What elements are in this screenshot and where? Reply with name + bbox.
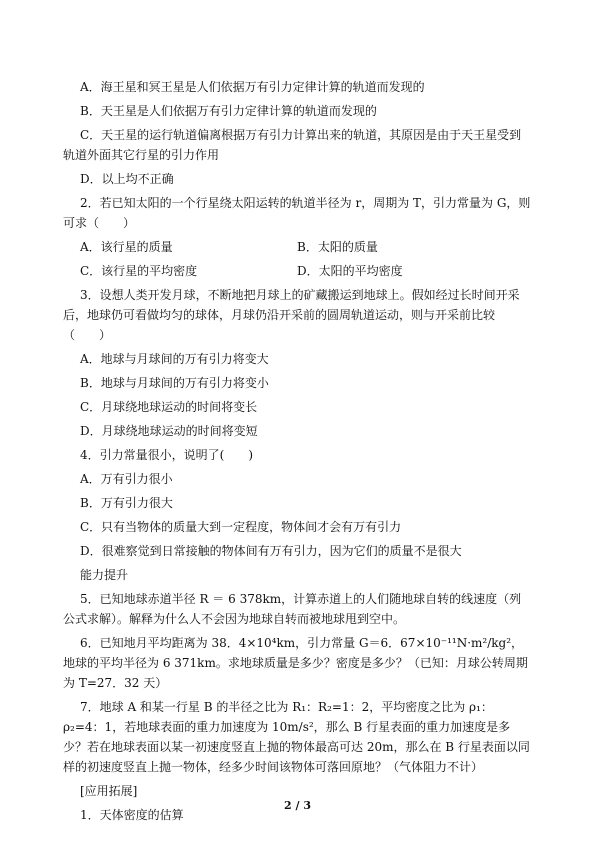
q4-option-d: D．很难察觉到日常接触的物体间有万有引力，因为它们的质量不是很大 bbox=[80, 544, 462, 558]
section-heading-ability: 能力提升 bbox=[80, 568, 129, 582]
q5-text: 5．已知地球赤道半径 R ＝ 6 378km，计算赤道上的人们随地球自转的线速度（列公式求解）。解释为什么人不会因为地球自转而被地球甩到空中。 bbox=[63, 592, 522, 626]
q3-stem: 3．设想人类开发月球，不断地把月球上的矿藏搬运到地球上。假如经过长时间开采后，地球仍可看做均匀的球体，月球仍沿开采前的圆周轨道运动，则与开采前比较（ ） bbox=[63, 288, 520, 342]
q3-option-b: B．地球与月球间的万有引力将变小 bbox=[80, 376, 269, 390]
q2-option-b: B．太阳的质量 bbox=[297, 240, 378, 254]
q3-option-d: D．月球绕地球运动的时间将变短 bbox=[80, 424, 258, 438]
page-number: 2 / 3 bbox=[284, 799, 311, 812]
q1-option-d: D．以上均不正确 bbox=[80, 172, 174, 186]
q4-option-b: B．万有引力很大 bbox=[80, 496, 173, 510]
q6-text: 6．已知地月平均距离为 38．4×10⁴km，引力常量 G＝6．67×10⁻¹¹N·m²/kg²，地球的平均半径为 6 371km。求地球质量是多少？密度是多少？（已知：月球公转周期为 T=27．32 天） bbox=[63, 636, 528, 690]
q1-option-a: A．海王星和冥王星是人们依据万有引力定律计算的轨道而发现的 bbox=[80, 80, 425, 94]
q7-text: 7．地球 A 和某一行星 B 的半径之比为 R₁：R₂=1：2，平均密度之比为 ρ₁：ρ₂=4：1，若地球表面的重力加速度为 10m/s²，那么 B 行星表面的重力加速度是多少？若在地球表面以某一初速度竖直上抛的物体最高可达 20m，那么在 B 行星表面以同样的初速度竖直上抛一物体，经多少时间该物体可落回原地？（气体阻力不计） bbox=[63, 700, 530, 774]
q2-options-row-1 bbox=[80, 237, 533, 257]
document-body bbox=[63, 77, 533, 829]
q4-stem: 4．引力常量很小，说明了( ) bbox=[80, 448, 253, 462]
q1-option-b: B．天王星是人们依据万有引力定律计算的轨道而发现的 bbox=[80, 104, 377, 118]
q4-option-c: C．只有当物体的质量大到一定程度，物体间才会有万有引力 bbox=[80, 520, 402, 534]
application-item-1: 1．天体密度的估算 bbox=[80, 808, 184, 822]
q1-option-c: C．天王星的运行轨道偏离根据万有引力计算出来的轨道，其原因是由于天王星受到轨道外面其它行星的引力作用 bbox=[63, 128, 522, 162]
q2-option-c: C．该行星的平均密度 bbox=[80, 264, 198, 278]
q2-options-row-2 bbox=[80, 261, 533, 281]
q3-option-c: C．月球绕地球运动的时间将变长 bbox=[80, 400, 258, 414]
q2-stem: 2．若已知太阳的一个行星绕太阳运转的轨道半径为 r，周期为 T，引力常量为 G，则可求（ ） bbox=[63, 196, 531, 230]
q2-option-a: A．该行星的质量 bbox=[80, 240, 173, 254]
q3-option-a: A．地球与月球间的万有引力将变大 bbox=[80, 352, 269, 366]
section-heading-application: [应用拓展] bbox=[80, 784, 138, 798]
q4-option-a: A．万有引力很小 bbox=[80, 472, 173, 486]
q2-option-d: D．太阳的平均密度 bbox=[297, 264, 403, 278]
